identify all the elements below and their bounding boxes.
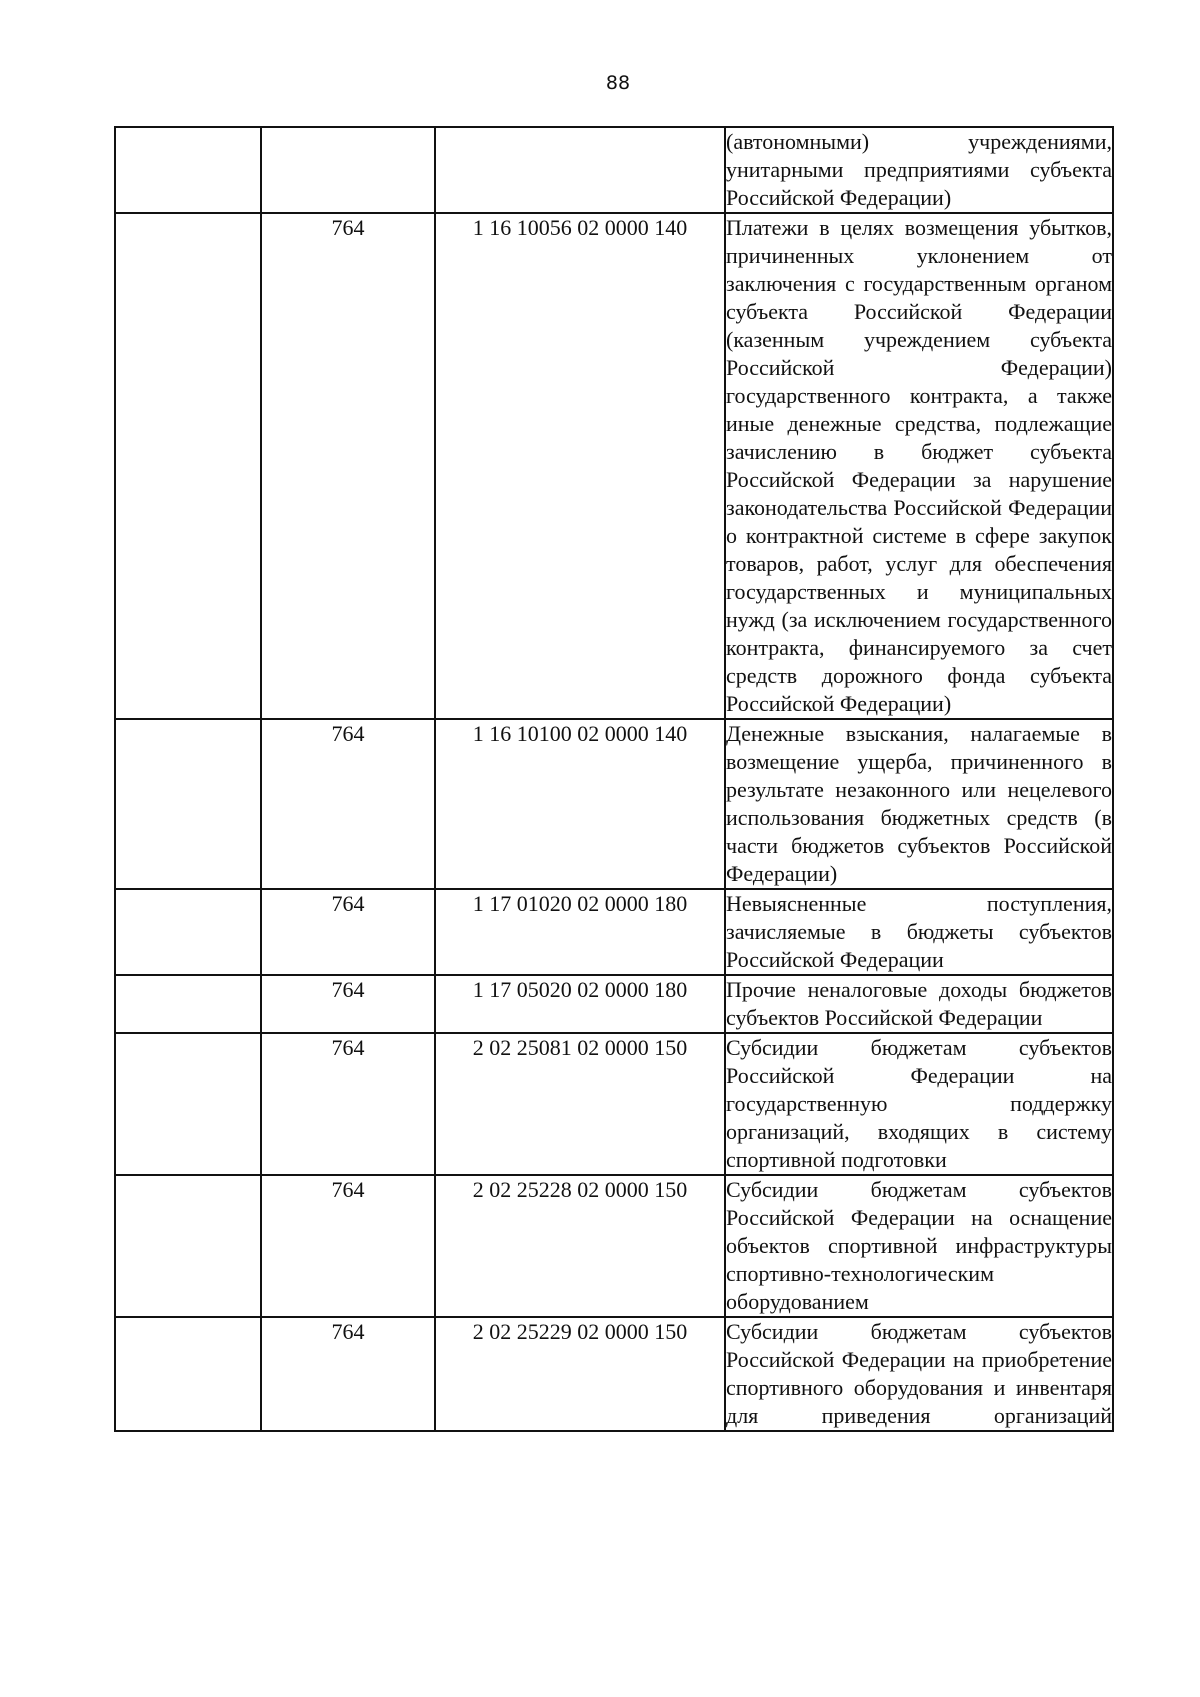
admin-code-cell xyxy=(261,127,435,213)
description-cell: Денежные взыскания, налагаемые в возмещение ущерба, причиненного в результате незаконного или нецелевого использования бюджетных средств (в части бюджетов субъектов Российской Федерации) xyxy=(725,719,1113,889)
description-cell: Невыясненные поступления, зачисляемые в бюджеты субъектов Российской Федерации xyxy=(725,889,1113,975)
table-row xyxy=(115,1317,1113,1431)
table-row xyxy=(115,1175,1113,1317)
kbk-code-cell: 1 17 01020 02 0000 180 xyxy=(435,889,725,975)
description-cell: Прочие неналоговые доходы бюджетов субъектов Российской Федерации xyxy=(725,975,1113,1033)
kbk-code-cell: 2 02 25081 02 0000 150 xyxy=(435,1033,725,1175)
empty-cell xyxy=(115,1033,261,1175)
admin-code-cell: 764 xyxy=(261,975,435,1033)
table-row xyxy=(115,213,1113,719)
empty-cell xyxy=(115,213,261,719)
admin-code-cell: 764 xyxy=(261,213,435,719)
table-row xyxy=(115,127,1113,213)
description-cell: (автономными) учреждениями, унитарными предприятиями субъекта Российской Федерации) xyxy=(725,127,1113,213)
empty-cell xyxy=(115,1317,261,1431)
kbk-code-cell: 2 02 25228 02 0000 150 xyxy=(435,1175,725,1317)
empty-cell xyxy=(115,889,261,975)
description-cell: Субсидии бюджетам субъектов Российской Федерации на государственную поддержку организаций, входящих в систему спортивной подготовки xyxy=(725,1033,1113,1175)
table-row xyxy=(115,975,1113,1033)
kbk-code-cell xyxy=(435,127,725,213)
description-cell: Платежи в целях возмещения убытков, причиненных уклонением от заключения с государственным органом субъекта Российской Федерации (казенным учреждением субъекта Российской Федерации) государственного контракта, а также иные денежные средства, подлежащие зачислению в бюджет субъекта Российской Федерации за нарушение законодательства Российской Федерации о контрактной системе в сфере закупок товаров, работ, услуг для обеспечения государственных и муниципальных нужд (за исключением государственного контракта, финансируемого за счет средств дорожного фонда субъекта Российской Федерации) xyxy=(725,213,1113,719)
kbk-code-cell: 2 02 25229 02 0000 150 xyxy=(435,1317,725,1431)
budget-classification-table xyxy=(114,126,1114,1432)
empty-cell xyxy=(115,1175,261,1317)
empty-cell xyxy=(115,127,261,213)
kbk-code-cell: 1 16 10100 02 0000 140 xyxy=(435,719,725,889)
table-row xyxy=(115,1033,1113,1175)
empty-cell xyxy=(115,975,261,1033)
admin-code-cell: 764 xyxy=(261,1175,435,1317)
table-row xyxy=(115,889,1113,975)
page-number: 88 xyxy=(605,72,631,94)
admin-code-cell: 764 xyxy=(261,719,435,889)
description-cell: Субсидии бюджетам субъектов Российской Федерации на приобретение спортивного оборудования и инвентаря для приведения организаций xyxy=(725,1317,1113,1431)
admin-code-cell: 764 xyxy=(261,889,435,975)
description-cell: Субсидии бюджетам субъектов Российской Федерации на оснащение объектов спортивной инфраструктуры спортивно-технологическим оборудованием xyxy=(725,1175,1113,1317)
empty-cell xyxy=(115,719,261,889)
admin-code-cell: 764 xyxy=(261,1317,435,1431)
kbk-code-cell: 1 16 10056 02 0000 140 xyxy=(435,213,725,719)
admin-code-cell: 764 xyxy=(261,1033,435,1175)
kbk-code-cell: 1 17 05020 02 0000 180 xyxy=(435,975,725,1033)
table-row xyxy=(115,719,1113,889)
